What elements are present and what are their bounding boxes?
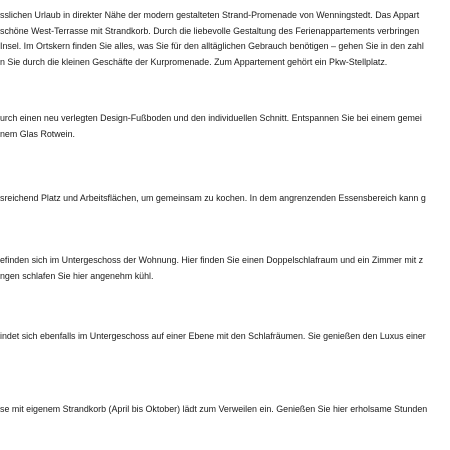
paragraph-1-line-1: sslichen Urlaub in direkter Nähe der modern gestalteten Strand-Promenade von Wenningstedt. Das Appart (0, 10, 420, 20)
paragraph-1-line-3: Insel. Im Ortskern finden Sie alles, was Sie für den alltäglichen Gebrauch benötigen – gehen Sie in den zahl (0, 41, 424, 51)
paragraph-4-line-1: efinden sich im Untergeschoss der Wohnung. Hier finden Sie einen Doppelschlafraum und ein Zimmer mit z (0, 255, 424, 265)
paragraph-1-line-4: n Sie durch die kleinen Geschäfte der Kurpromenade. Zum Appartement gehört ein Pkw-Stellplatz. (0, 57, 388, 67)
paragraph-6-line-1: se mit eigenem Strandkorb (April bis Oktober) lädt zum Verweilen ein. Genießen Sie hier erholsame Stunden (0, 404, 428, 414)
paragraph-5-line-1: indet sich ebenfalls im Untergeschoss auf einer Ebene mit den Schlafräumen. Sie genießen den Luxus einer (0, 331, 426, 341)
paragraph-2-line-1: urch einen neu verlegten Design-Fußboden und den individuellen Schnitt. Entspannen Sie bei einem gemei (0, 113, 422, 123)
paragraph-1-line-2: schöne West-Terrasse mit Strandkorb. Durch die liebevolle Gestaltung des Ferienappartements verbringen (0, 26, 420, 36)
paragraph-2-line-2: nem Glas Rotwein. (0, 129, 75, 139)
paragraph-3-line-1: sreichend Platz und Arbeitsflächen, um gemeinsam zu kochen. In dem angrenzenden Essensbereich kann g (0, 193, 426, 203)
paragraph-4-line-2: ngen schlafen Sie hier angenehm kühl. (0, 271, 154, 281)
